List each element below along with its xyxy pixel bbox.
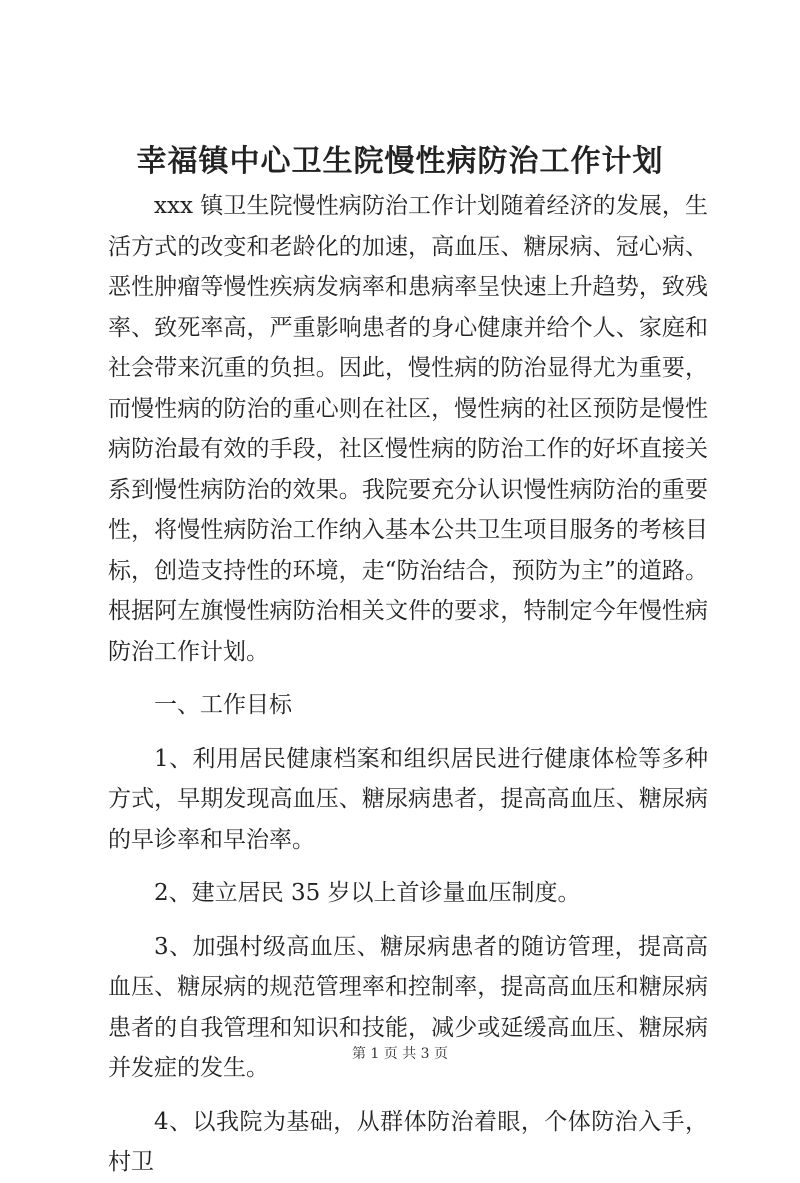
page-number-footer: 第 1 页 共 3 页	[351, 1046, 449, 1062]
goal-item-4: 4、以我院为基础，从群体防治着眼，个体防治入手，村卫	[108, 1108, 708, 1175]
document-title: 幸福镇中心卫生院慢性病防治工作计划	[136, 144, 664, 179]
section-heading-goals: 一、工作目标	[154, 692, 292, 718]
goal-item-2: 2、建立居民 35 岁以上首诊量血压制度。	[154, 880, 581, 906]
intro-paragraph: xxx 镇卫生院慢性病防治工作计划随着经济的发展，生活方式的改变和老龄化的加速，高血压、糖尿病、冠心病、恶性肿瘤等慢性疾病发病率和患病率呈快速上升趋势，致残率、致死率高，严重影响患者的身心健康并给个人、家庭和社会带来沉重的负担。因此，慢性病的防治显得尤为重要，而慢性病的防治的重心则在社区，慢性病的社区预防是慢性病防治最有效的手段，社区慢性病的防治工作的好坏直接关系到慢性病防治的效果。我院要充分认识慢性病防治的重要性，将慢性病防治工作纳入基本公共卫生项目服务的考核目标，创造支持性的环境，走“防治结合，预防为主”的道路。根据阿左旗慢性病防治相关文件的要求，特制定今年慢性病防治工作计划。	[108, 193, 708, 665]
document-body	[108, 186, 708, 1183]
goal-item-1: 1、利用居民健康档案和组织居民进行健康体检等多种方式，早期发现高血压、糖尿病患者，提高高血压、糖尿病的早诊率和早治率。	[108, 745, 708, 853]
goal-item-3: 3、加强村级高血压、糖尿病患者的随访管理，提高高血压、糖尿病的规范管理率和控制率，提高高血压和糖尿病患者的自我管理和知识和技能，减少或延缓高血压、糖尿病并发症的发生。	[108, 933, 708, 1081]
